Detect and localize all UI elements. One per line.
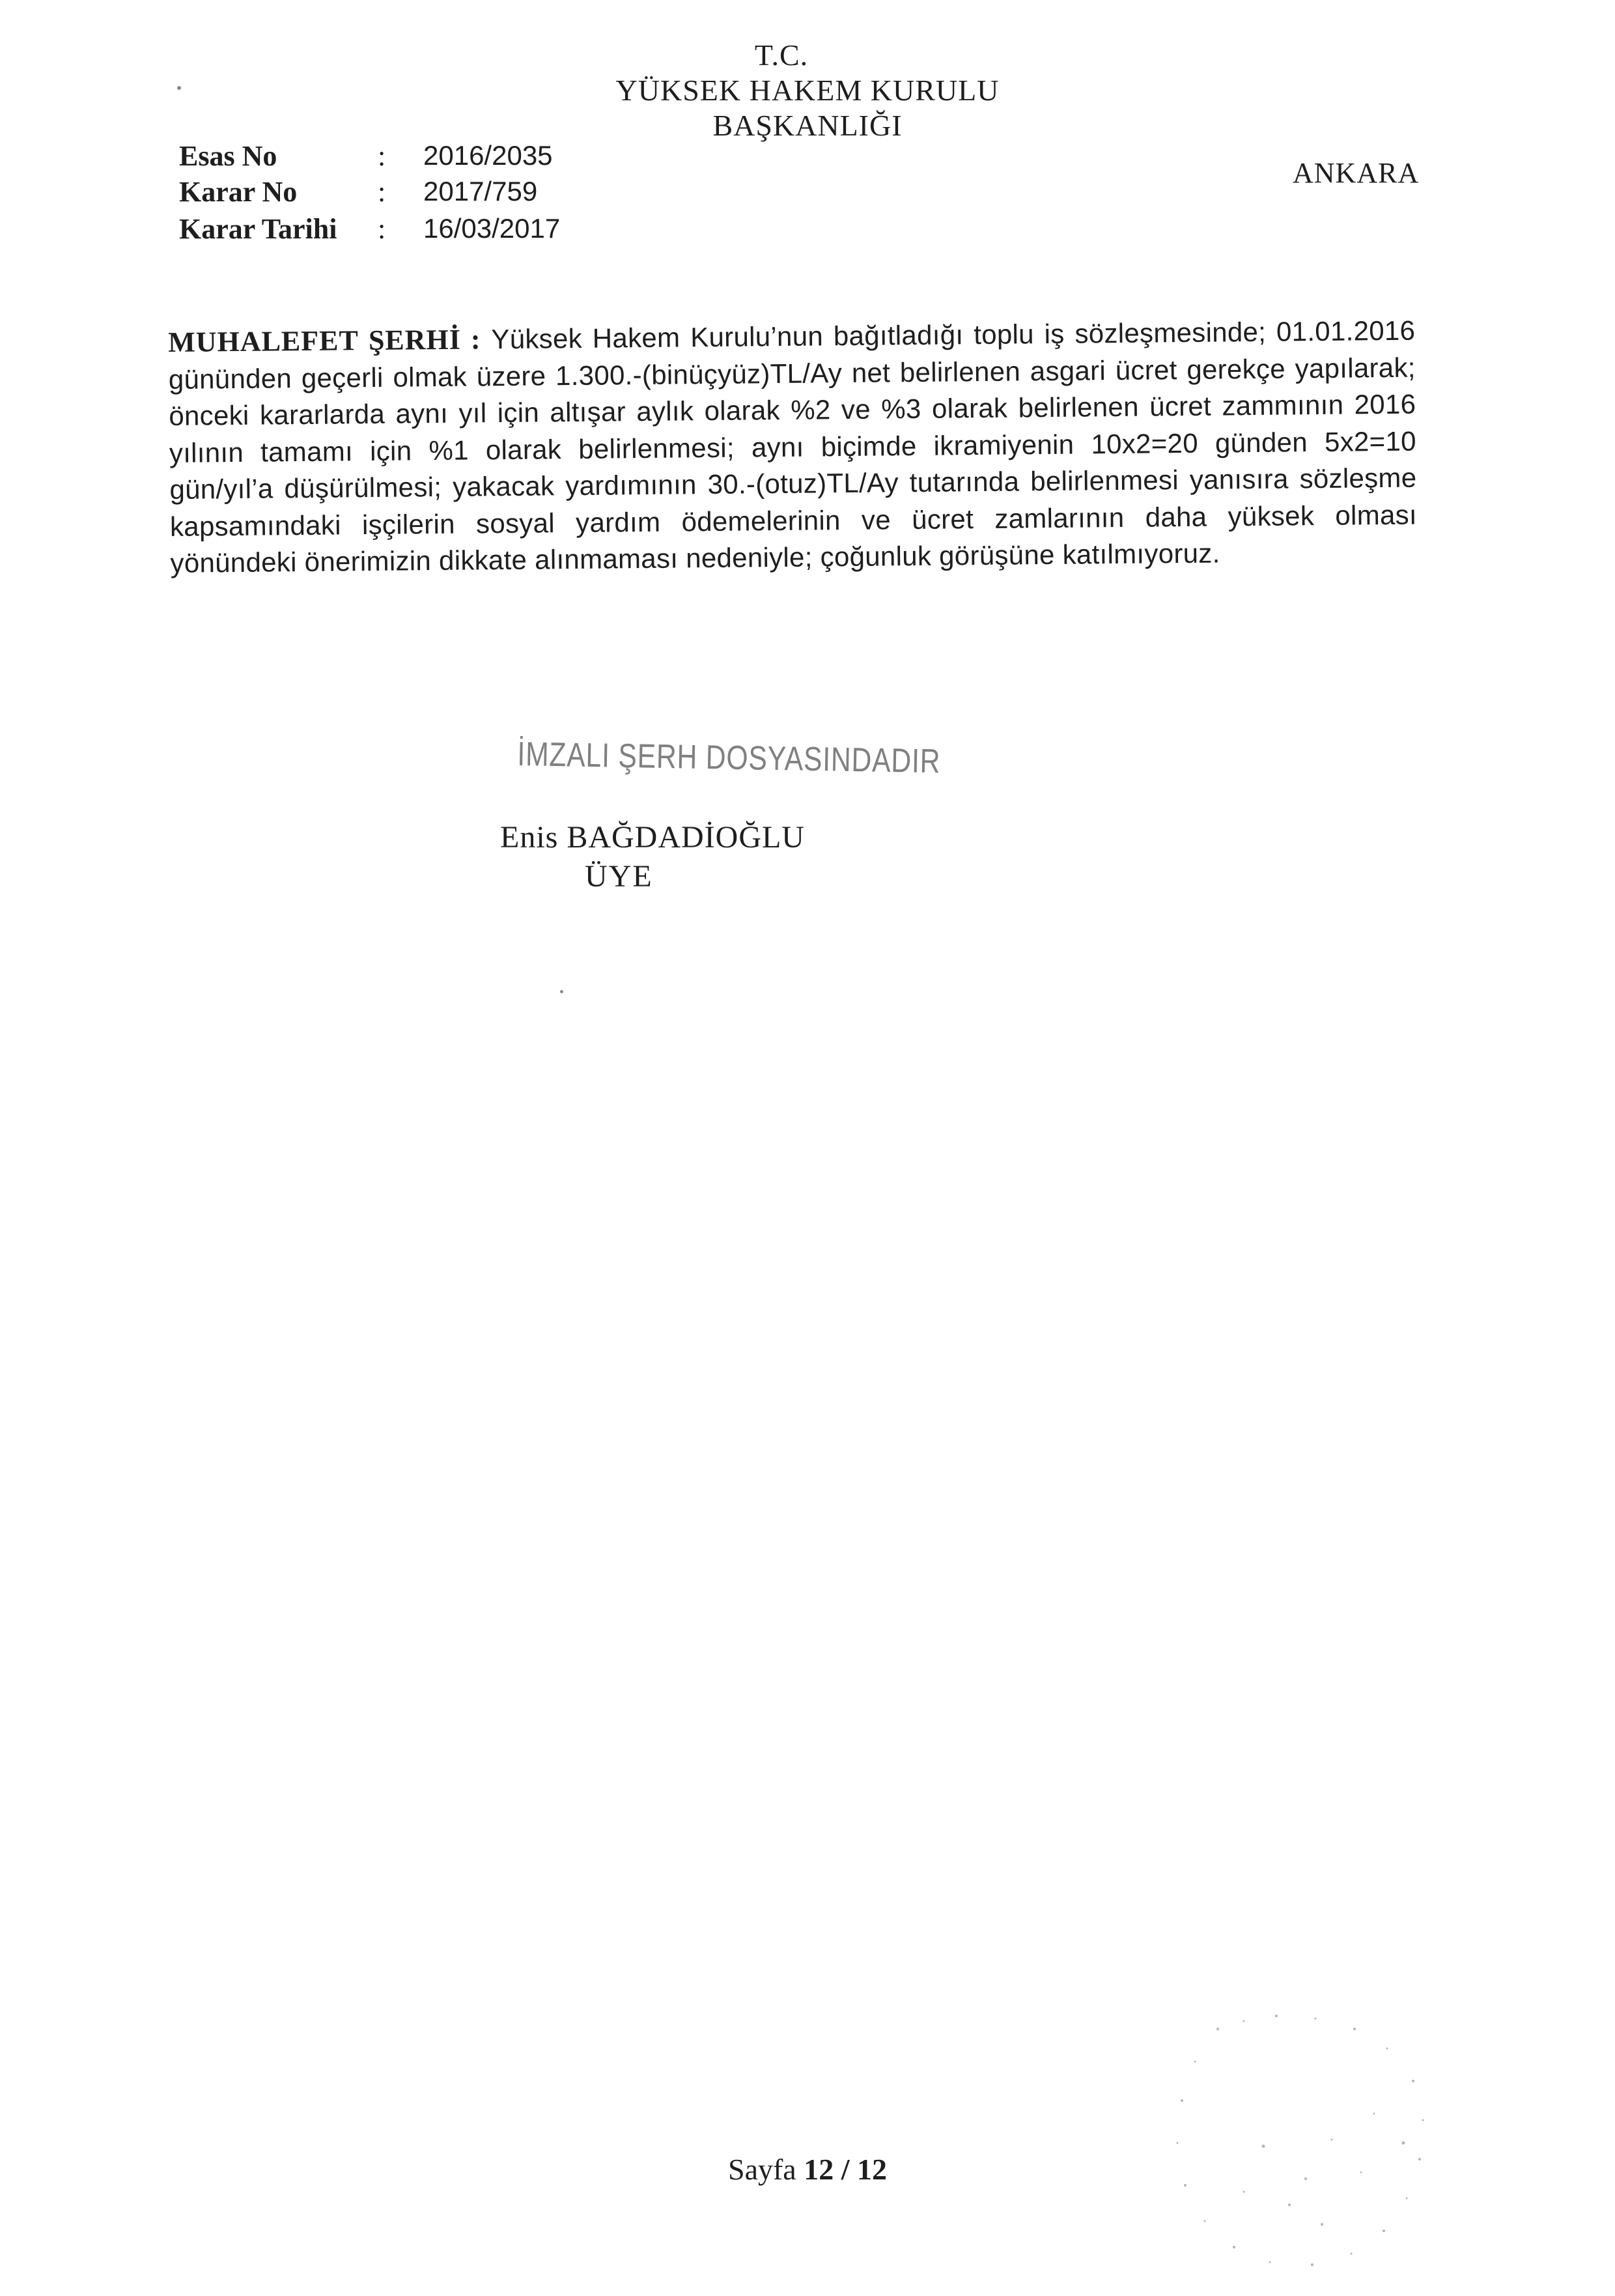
dissent-colon: : xyxy=(470,323,481,356)
signature-stamp: İMZALI ŞERH DOSYASINDADIR xyxy=(516,735,941,781)
dissent-text: Yüksek Hakem Kurulu’nun bağıtladığı toplu iş sözleşmesinde; 01.01.2016 gününden geçerli olmak üzere 1.300.-(binüçyüz)TL/Ay net belirlenen asgari ücret gerekçe yapılarak; önceki kararlarda aynı yıl için altışar aylık olarak %2 ve %3 olarak belirlenen ücret zammının 2016 yılının tamamı için %1 olarak belirlenmesi; aynı biçimde ikramiyenin 10x2=20 günden 5x2=10 gün/yıl’a düşürülmesi; yakacak yardımının 30.-(otuz)TL/Ay tutarında belirlenmesi yanısıra sözleşme kapsamındaki işçilerin sosyal yardım ödemelerinin ve ücret zamlarının daha yüksek olması yönündeki önerimizin dikkate alınmaması nedeniyle; çoğunluk görüşüne katılmıyoruz. xyxy=(168,315,1418,578)
tarih-label: Karar Tarihi xyxy=(179,213,337,245)
page-current: 12 xyxy=(804,2153,834,2186)
signer-role: ÜYE xyxy=(585,859,653,894)
dissent-separator xyxy=(471,323,492,355)
scan-speck xyxy=(177,86,181,90)
city: ANKARA xyxy=(1293,157,1420,189)
karar-colon: : xyxy=(378,176,386,208)
page-separator: / xyxy=(841,2153,850,2186)
esas-value: 2016/2035 xyxy=(423,140,553,171)
tarih-colon: : xyxy=(378,213,386,245)
esas-label: Esas No xyxy=(179,140,277,172)
page-total: 12 xyxy=(857,2153,888,2186)
karar-value: 2017/759 xyxy=(423,176,538,206)
page-prefix: Sayfa xyxy=(727,2153,796,2186)
dissent-paragraph xyxy=(168,313,1418,582)
signer-name: Enis BAĞDADİOĞLU xyxy=(500,820,805,855)
institution-name: YÜKSEK HAKEM KURULU xyxy=(615,74,1000,107)
tarih-value: 16/03/2017 xyxy=(423,213,561,244)
faint-seal-impression xyxy=(1166,2009,1439,2296)
institution-office: BAŞKANLIĞI xyxy=(712,109,903,142)
dissent-heading: MUHALEFET ŞERHİ xyxy=(168,323,462,358)
country-abbrev: T.C. xyxy=(754,38,809,72)
esas-colon: : xyxy=(378,140,386,172)
scan-speck xyxy=(560,990,563,993)
karar-label: Karar No xyxy=(179,176,298,208)
